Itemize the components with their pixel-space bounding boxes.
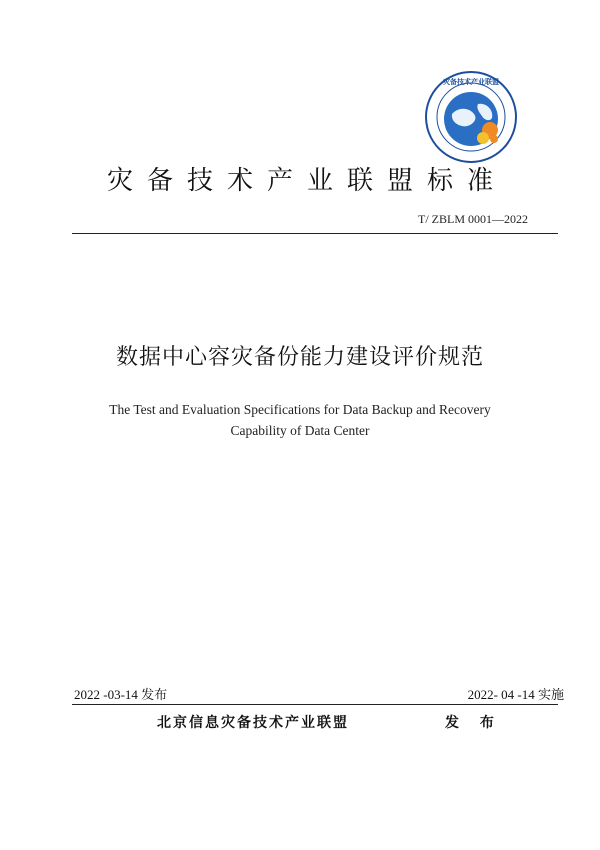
implementation-date: 2022- 04 -14 实施 xyxy=(467,687,564,702)
standard-number: T/ ZBLM 0001—2022 xyxy=(418,212,528,226)
alliance-globe-emblem-icon xyxy=(424,70,518,164)
issuing-organization: 北京信息灾备技术产业联盟 xyxy=(157,715,349,731)
document-title-en-line1: The Test and Evaluation Specifications for Data Backup and Recovery xyxy=(109,402,491,417)
document-title-cn: 数据中心容灾备份能力建设评价规范 xyxy=(115,345,484,370)
org-standard-title: 灾备技术产业联盟标准 xyxy=(106,166,507,196)
alliance-logo xyxy=(424,70,518,164)
logo-ring-text: 灾备技术产业联盟 xyxy=(443,78,499,86)
top-divider xyxy=(72,233,558,234)
bottom-divider xyxy=(72,704,558,705)
publish-label: 发 布 xyxy=(445,715,502,731)
document-title-en-line2: Capability of Data Center xyxy=(230,423,370,438)
release-date: 2022 -03-14 发布 xyxy=(74,687,168,702)
